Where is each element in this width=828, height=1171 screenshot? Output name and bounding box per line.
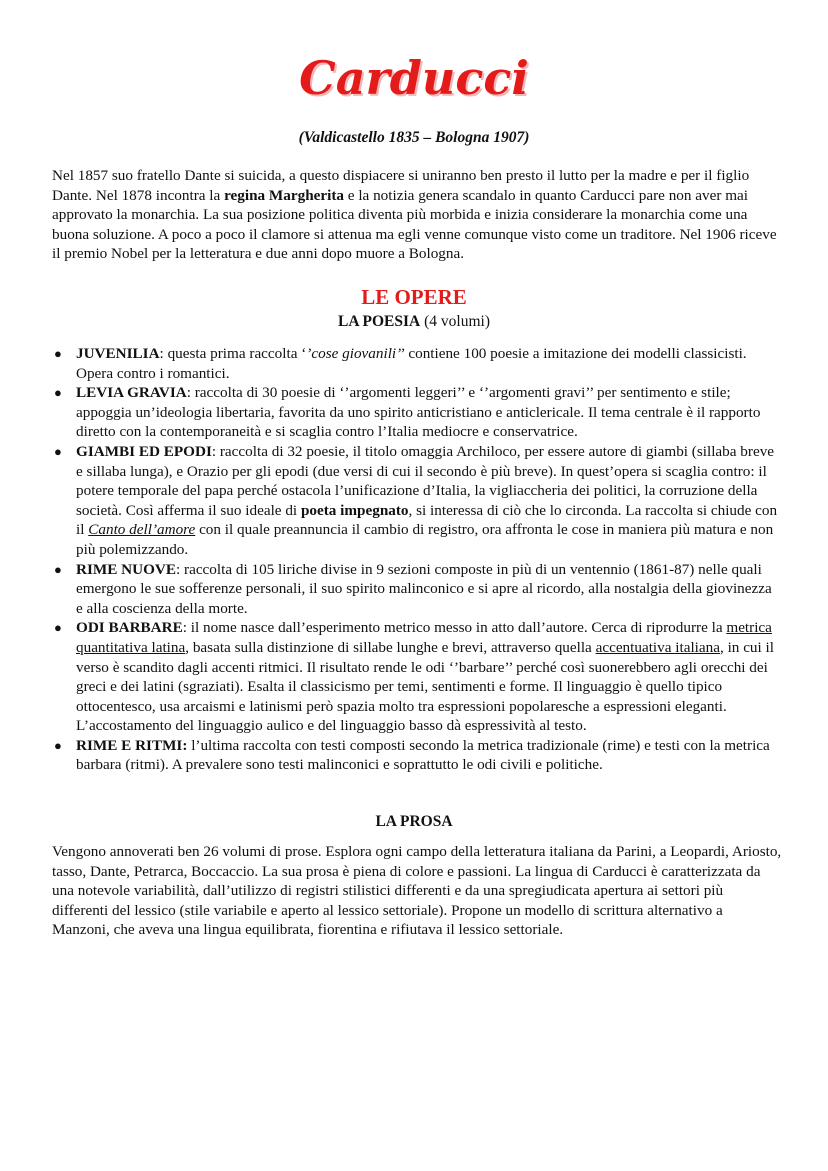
works-list [52, 344, 782, 775]
intro-bold-term: regina Margherita [224, 186, 344, 204]
bullet-icon: ● [54, 385, 62, 401]
bullet-icon: ● [54, 561, 62, 577]
bullet-icon: ● [54, 443, 62, 459]
page-subtitle: (Valdicastello 1835 – Bologna 1907) [298, 129, 530, 146]
bullet-icon: ● [54, 737, 62, 753]
list-item-giambi-ed-epodi: ● GIAMBI ED EPODI: raccolta di 32 poesie, il titolo omaggia Archiloco, per essere autore di giambi (sillaba breve e sillaba lunga), e Orazio per gli epodi (due versi di cui il secondo è più breve). In quest’opera si scaglia contro: il potere temporale del papa perché ostacola l’unificazione d’Italia, la vigliaccheria dei politici, la corruzione della società. Così afferma il suo ideale di poeta impegnato, si interessa di ciò che lo circonda. La raccolta si chiude con il Canto dell’amore con il quale preannuncia il cambio di registro, ora affronta le cose in maniera più matura e non più polemizzando. [54, 442, 778, 558]
canto-dell-amore-title: Canto dell’amore [88, 521, 196, 539]
subheading-prosa: LA PROSA [375, 813, 453, 830]
list-item-levia-gravia: ● LEVIA GRAVIA: raccolta di 30 poesie di ‘’argomenti leggeri’’ e ‘’argomenti gravi’’ per sentimento e stile; appoggia un’ideologia libertaria, favorita da uno spirito anticristiano e anticlericale. Il tema centrale è il rapporto diretto con la contemporaneità e si scaglia contro l’Italia mediocre e conservatrice. [54, 384, 761, 441]
page-title: Carducci [299, 51, 529, 105]
prosa-paragraph: Vengono annoverati ben 26 volumi di prose. Esplora ogni campo della letteratura italiana da Parini, a Leopardi, Ariosto, tasso, Dante, Petrarca, Boccaccio. La sua prosa è piena di colore e passioni. La lingua di Carducci è caratterizzata da una notevole variabilità, dall’utilizzo di registri stilistici differenti e da una spregiudicata apertura ai settori più differenti del lessico (stile variabile e aperto al lessico settoriale). Propone un modello di scrittura alternativo a Manzoni, che aveva una lingua equilibrata, fiorentina e rifiutava il lessico settoriale. [52, 843, 782, 939]
list-item-rime-e-ritmi: ● RIME E RITMI: l’ultima raccolta con testi composti secondo la metrica tradizionale (rime) e testi con la metrica barbara (ritmi). A prevalere sono testi malinconici e soprattutto le odi civili e politiche. [54, 736, 770, 774]
section-title-opere: LE OPERE [361, 285, 467, 309]
list-item-rime-nuove: ● RIME NUOVE: raccolta di 105 liriche divise in 9 sezioni composte in più di un ventennio (1861-87) nelle quali emergono le sue sofferenze personali, il suo spirito malinconico e si apre al ricordo, alla nostalgia della giovinezza e alla coscienza della morte. [54, 560, 772, 617]
intro-paragraph: Nel 1857 suo fratello Dante si suicida, a questo dispiacere si uniranno ben presto il lutto per la madre e per il figlio Dante. Nel 1878 incontra la regina Margherita e la notizia genera scandalo in quanto Carducci pare non aver mai approvato la monarchia. La sua posizione politica diventa più morbida e inizia considerare la monarchia come una buona soluzione. A poco a poco il clamore si attenua ma egli venne comunque visto come un traditore. Nel 1906 riceve il premio Nobel per la letteratura e due anni dopo muore a Bologna. [52, 167, 777, 263]
list-item-odi-barbare: ● ODI BARBARE: il nome nasce dall’esperimento metrico messo in atto dall’autore. Cerca di riprodurre la metrica quantitativa latina, basata sulla distinzione di sillabe lunghe e brevi, attraverso quella accentuativa italiana, in cui il verso è scandito dagli accenti ritmici. Il risultato rende le odi ‘’barbare’’ perché così suonerebbero agli orecchi dei greci e dei latini (sgraziati). Esalta il classicismo per temi, sentimenti e forme. Il linguaggio è quello tipico ottocentesco, usa arcaismi e latinismi però spazia molto tra espressioni popolaresche a espressioni eleganti. L’accostamento del linguaggio aulico e del linguaggio basso dà espressività al testo. [54, 619, 774, 735]
subheading-poesia: LA POESIA (4 volumi) [337, 313, 490, 330]
bullet-icon: ● [54, 346, 62, 361]
bullet-icon: ● [54, 620, 62, 636]
list-item-juvenilia: ● JUVENILIA: questa prima raccolta ‘’cose giovanili’’ contiene 100 poesie a imitazione dei modelli classicisti. Opera contro i romantici. [54, 345, 747, 382]
